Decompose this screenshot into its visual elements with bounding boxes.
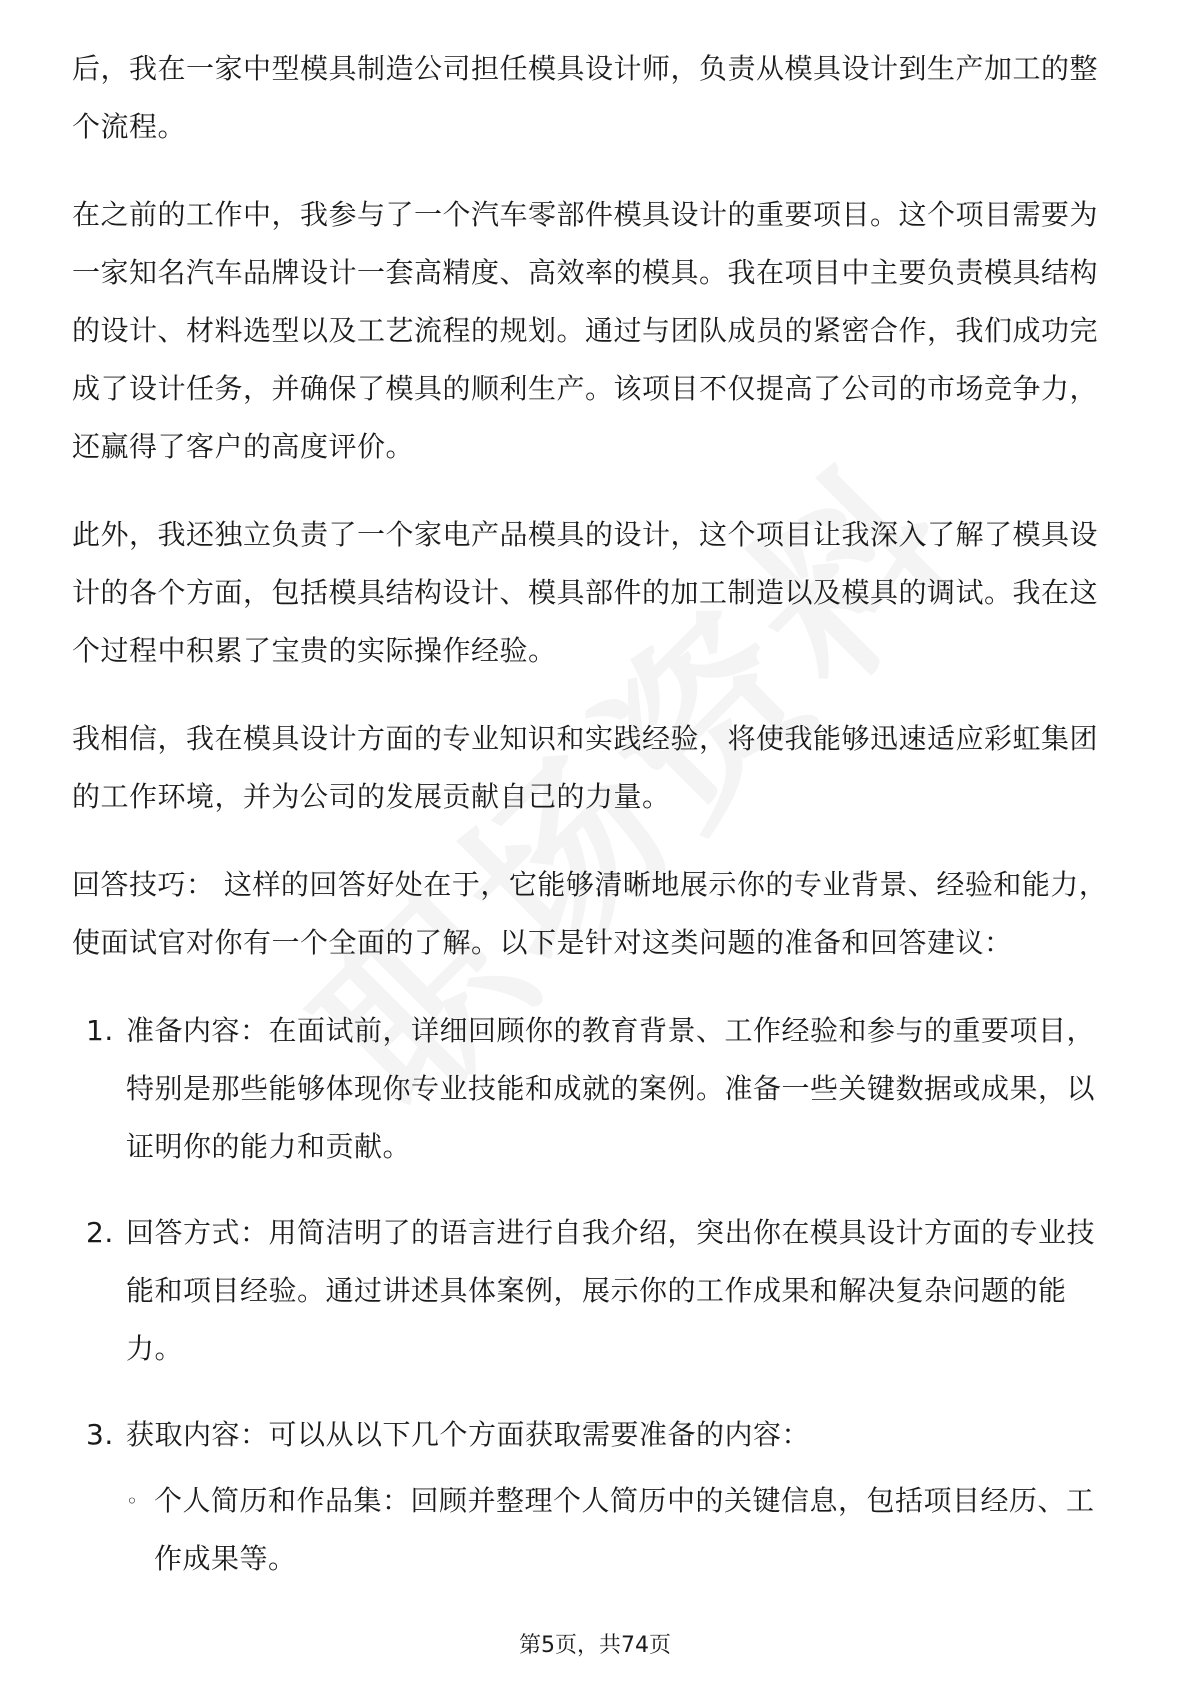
answer-tips-paragraph: 回答技巧： 这样的回答好处在于，它能够清晰地展示你的专业背景、经验和能力，使面试官对你有一个全面的了解。以下是针对这类问题的准备和回答建议： — [72, 868, 1108, 959]
list-item — [72, 1204, 1118, 1378]
list-number: 1. — [86, 1014, 114, 1047]
list-item-text: 回答方式：用简洁明了的语言进行自我介绍，突出你在模具设计方面的专业技能和项目经验。通过讲述具体案例，展示你的工作成果和解决复杂问题的能力。 — [126, 1216, 1096, 1365]
list-number: 3. — [86, 1418, 114, 1451]
paragraph: 在之前的工作中，我参与了一个汽车零部件模具设计的重要项目。这个项目需要为一家知名汽车品牌设计一套高精度、高效率的模具。我在项目中主要负责模具结构的设计、材料选型以及工艺流程的规划。通过与团队成员的紧密合作，我们成功完成了设计任务，并确保了模具的顺利生产。该项目不仅提高了公司的市场竞争力，还赢得了客户的高度评价。 — [72, 198, 1099, 463]
bullet-icon: ◦ — [126, 1489, 139, 1513]
paragraph: 后，我在一家中型模具制造公司担任模具设计师，负责从模具设计到生产加工的整个流程。 — [72, 52, 1099, 143]
numbered-list — [72, 1002, 1118, 1588]
list-number: 2. — [86, 1216, 114, 1249]
document-body — [72, 40, 1118, 1616]
list-item-text: 获取内容：可以从以下几个方面获取需要准备的内容： — [126, 1418, 811, 1451]
list-item — [72, 1406, 1118, 1588]
sub-list-item-text: 个人简历和作品集：回顾并整理个人简历中的关键信息，包括项目经历、工作成果等。 — [154, 1484, 1095, 1575]
page-number: 第5页，共74页 — [519, 1633, 671, 1658]
paragraph: 我相信，我在模具设计方面的专业知识和实践经验，将使我能够迅速适应彩虹集团的工作环境，并为公司的发展贡献自己的力量。 — [72, 722, 1099, 813]
list-item-text: 准备内容：在面试前，详细回顾你的教育背景、工作经验和参与的重要项目，特别是那些能够体现你专业技能和成就的案例。准备一些关键数据或成果，以证明你的能力和贡献。 — [126, 1014, 1096, 1163]
paragraph: 此外，我还独立负责了一个家电产品模具的设计，这个项目让我深入了解了模具设计的各个方面，包括模具结构设计、模具部件的加工制造以及模具的调试。我在这个过程中积累了宝贵的实际操作经验。 — [72, 518, 1099, 667]
sub-list — [126, 1472, 1118, 1588]
sub-list-item — [126, 1472, 1118, 1588]
list-item — [72, 1002, 1118, 1176]
